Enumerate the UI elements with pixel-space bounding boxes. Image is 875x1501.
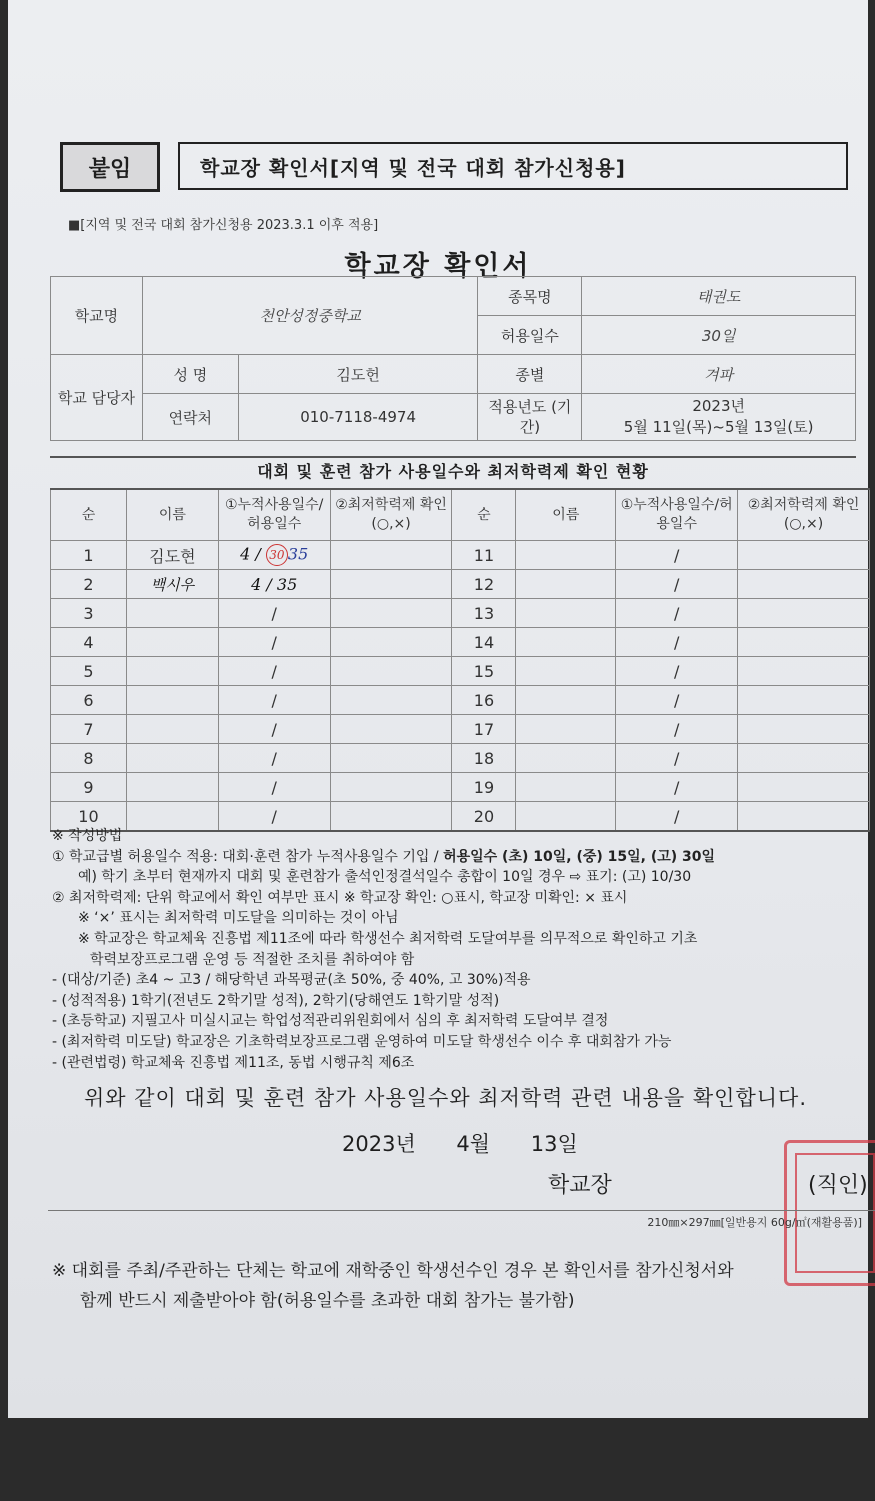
min-cell	[738, 599, 870, 628]
min-cell	[738, 570, 870, 599]
name-value: 김도헌	[238, 355, 478, 394]
type-value: 겨파	[582, 355, 856, 394]
note-item: 예) 학기 초부터 현재까지 대회 및 훈련참가 출석인정결석일수 총합이 10일 경우 ⇨ 표기: (고) 10/30	[78, 869, 692, 886]
period-year: 2023년	[692, 397, 745, 415]
crossed-value: 30	[266, 544, 288, 566]
submission-note-line: ※ 대회를 주최/주관하는 단체는 학교에 재학중인 학생선수인 경우 본 확인서를 참가신청서와	[52, 1261, 734, 1281]
staff-label: 학교 담당자	[51, 355, 143, 441]
col-no-right: 순	[452, 489, 516, 541]
row-number: 12	[452, 570, 516, 599]
confirm-date	[342, 1128, 612, 1158]
row-number: 17	[452, 715, 516, 744]
days-cell: /	[616, 715, 738, 744]
min-cell	[738, 628, 870, 657]
min-cell	[330, 628, 452, 657]
used-days: 4	[251, 574, 262, 594]
days-cell: /	[616, 628, 738, 657]
info-table	[50, 276, 856, 441]
official-seal-stamp	[784, 1140, 875, 1286]
min-cell	[738, 657, 870, 686]
row-number: 11	[452, 541, 516, 570]
name-cell	[126, 599, 218, 628]
days-cell: /	[218, 715, 330, 744]
min-cell	[738, 541, 870, 570]
table-row	[51, 599, 870, 628]
days-cell: /	[616, 541, 738, 570]
min-cell	[738, 686, 870, 715]
participation-table	[50, 488, 870, 832]
row-number: 2	[51, 570, 127, 599]
section-title: 대회 및 훈련 참가 사용일수와 최저학력제 확인 현황	[50, 456, 856, 490]
days-cell: /	[218, 773, 330, 802]
note-item: - (성적적용) 1학기(전년도 2학기말 성적), 2학기(당해연도 1학기말 성적)	[52, 992, 500, 1009]
name-cell	[516, 628, 616, 657]
name-cell	[126, 744, 218, 773]
table-row	[51, 657, 870, 686]
note-item: ※ ‘×’ 표시는 최저학력 미도달을 의미하는 것이 아님	[78, 910, 399, 927]
event-label: 종목명	[478, 277, 582, 316]
days-cell: /	[616, 773, 738, 802]
note-item: 학력보장프로그램 운영 등 적절한 조치를 취하여야 함	[90, 951, 415, 968]
name-cell	[516, 541, 616, 570]
table-row	[51, 686, 870, 715]
student-name: 김도현	[126, 541, 218, 570]
allowed-days-label: 허용일수	[478, 316, 582, 355]
min-cell	[330, 541, 452, 570]
days-cell: /	[218, 744, 330, 773]
name-cell	[126, 686, 218, 715]
date-day: 13일	[530, 1132, 578, 1156]
days-cell: /	[616, 657, 738, 686]
min-cell	[738, 773, 870, 802]
page-title: 학교장 확인서	[344, 251, 532, 282]
col-min-right: ②최저학력제 확인(○,×)	[738, 489, 870, 541]
date-year: 2023년	[342, 1132, 416, 1156]
days-cell: /	[218, 802, 330, 832]
days-cell: /	[218, 657, 330, 686]
confirmation-statement: 위와 같이 대회 및 훈련 참가 사용일수와 최저학력 관련 내용을 확인합니다.	[83, 1086, 807, 1110]
name-cell	[516, 599, 616, 628]
min-cell	[330, 570, 452, 599]
row-number: 6	[51, 686, 127, 715]
col-days: ①누적사용일수/허용일수	[218, 489, 330, 541]
min-cell	[330, 686, 452, 715]
days-cell: /	[218, 628, 330, 657]
allowed-days: 35	[287, 544, 309, 564]
name-cell	[516, 773, 616, 802]
student-name: 백시우	[126, 570, 218, 599]
applicability-note: ■[지역 및 전국 대회 참가신청용 2023.3.1 이후 적용]	[68, 218, 379, 233]
row-number: 18	[452, 744, 516, 773]
table-row	[51, 541, 870, 570]
school-label: 학교명	[51, 277, 143, 355]
row-number: 14	[452, 628, 516, 657]
col-days-right: ①누적사용일수/허용일수	[616, 489, 738, 541]
divider	[48, 1210, 875, 1211]
row-number: 19	[452, 773, 516, 802]
table-row	[51, 773, 870, 802]
row-number: 1	[51, 541, 127, 570]
note-item	[52, 847, 875, 868]
col-min: ②최저학력제 확인(○,×)	[330, 489, 452, 541]
name-cell	[126, 715, 218, 744]
days-cell: /	[616, 686, 738, 715]
period-cell	[582, 394, 856, 441]
note-item: ※ 학교장은 학교체육 진흥법 제11조에 따라 학생선수 최저학력 도달여부를 의무적으로 확인하고 기초	[78, 930, 698, 947]
note-item: - (최저학력 미도달) 학교장은 기초학력보장프로그램 운영하여 미도달 학생선수 이수 후 대회참가 가능	[52, 1033, 672, 1050]
row-number: 4	[51, 628, 127, 657]
min-cell	[738, 744, 870, 773]
name-cell	[516, 715, 616, 744]
note-item: - (대상/기준) 초4 ~ 고3 / 해당학년 과목평균(초 50%, 중 40%, 고 30%)적용	[52, 972, 531, 989]
seal-label: (직인)	[808, 1173, 868, 1198]
table-row	[51, 715, 870, 744]
row-number: 16	[452, 686, 516, 715]
period-label: 적용년도 (기간)	[478, 394, 582, 441]
name-cell	[126, 773, 218, 802]
days-cell: /	[616, 599, 738, 628]
submission-note-line: 함께 반드시 제출받아야 함(허용일수를 초과한 대회 참가는 불가함)	[80, 1291, 575, 1311]
date-month: 4월	[456, 1132, 491, 1156]
event-value: 태권도	[582, 277, 856, 316]
note-text: ① 학교급별 허용일수 적용: 대회·훈련 참가 누적사용일수 기입 /	[52, 848, 439, 865]
min-cell	[330, 744, 452, 773]
table-row	[51, 744, 870, 773]
used-days: 4	[240, 544, 251, 564]
row-number: 5	[51, 657, 127, 686]
name-cell	[516, 744, 616, 773]
note-emphasis: 허용일수 (초) 10일, (중) 15일, (고) 30일	[443, 848, 716, 865]
note-item: ② 최저학력제: 단위 학교에서 확인 여부만 표시 ※ 학교장 확인: ○표시, 학교장 미확인: × 표시	[52, 889, 628, 906]
row-number: 9	[51, 773, 127, 802]
principal-label: 학교장	[548, 1173, 612, 1198]
col-name: 이름	[126, 489, 218, 541]
min-cell	[330, 715, 452, 744]
submission-note	[52, 1256, 734, 1316]
name-cell	[516, 686, 616, 715]
period-range: 5월 11일(목)~5월 13일(토)	[623, 418, 814, 436]
row-number: 7	[51, 715, 127, 744]
name-label: 성 명	[142, 355, 238, 394]
days-cell: /	[616, 570, 738, 599]
school-name: 천안성정중학교	[142, 277, 478, 355]
col-name-right: 이름	[516, 489, 616, 541]
name-cell	[516, 570, 616, 599]
name-cell	[516, 657, 616, 686]
row-number: 8	[51, 744, 127, 773]
document-heading: 학교장 확인서[지역 및 전국 대회 참가신청용]	[178, 142, 848, 190]
type-label: 종별	[478, 355, 582, 394]
min-cell	[330, 657, 452, 686]
allowed-days-value: 30일	[582, 316, 856, 355]
min-cell	[330, 599, 452, 628]
instructions	[52, 826, 875, 1073]
row-number: 20	[452, 802, 516, 832]
days-cell: /	[616, 802, 738, 832]
row-number: 13	[452, 599, 516, 628]
table-header	[51, 489, 870, 541]
days-cell: /	[218, 686, 330, 715]
row-number: 15	[452, 657, 516, 686]
row-number: 3	[51, 599, 127, 628]
note-item: - (관련법령) 학교체육 진흥법 제11조, 동법 시행규칙 제6조	[52, 1054, 415, 1071]
table-row	[51, 628, 870, 657]
attachment-label: 붙임	[60, 142, 160, 192]
contact-value: 010-7118-4974	[238, 394, 478, 441]
contact-label: 연락처	[142, 394, 238, 441]
paper-size-note: 210㎜×297㎜[일반용지 60g/㎡(재활용품)]	[647, 1216, 862, 1229]
min-cell	[738, 715, 870, 744]
days-cell: /	[218, 599, 330, 628]
row-number: 10	[51, 802, 127, 832]
document-paper	[8, 0, 868, 1418]
min-cell	[330, 773, 452, 802]
name-cell	[126, 657, 218, 686]
name-cell	[126, 628, 218, 657]
days-cell: 4 / 35	[218, 570, 330, 599]
table-row	[51, 570, 870, 599]
note-item: - (초등학교) 지필고사 미실시교는 학업성적관리위원회에서 심의 후 최저학력 도달여부 결정	[52, 1013, 609, 1030]
days-cell: /	[616, 744, 738, 773]
notes-heading: ※ 작성방법	[52, 828, 123, 844]
days-cell: 4 / 30 35	[218, 541, 330, 570]
col-no: 순	[51, 489, 127, 541]
allowed-days: 35	[276, 574, 298, 594]
